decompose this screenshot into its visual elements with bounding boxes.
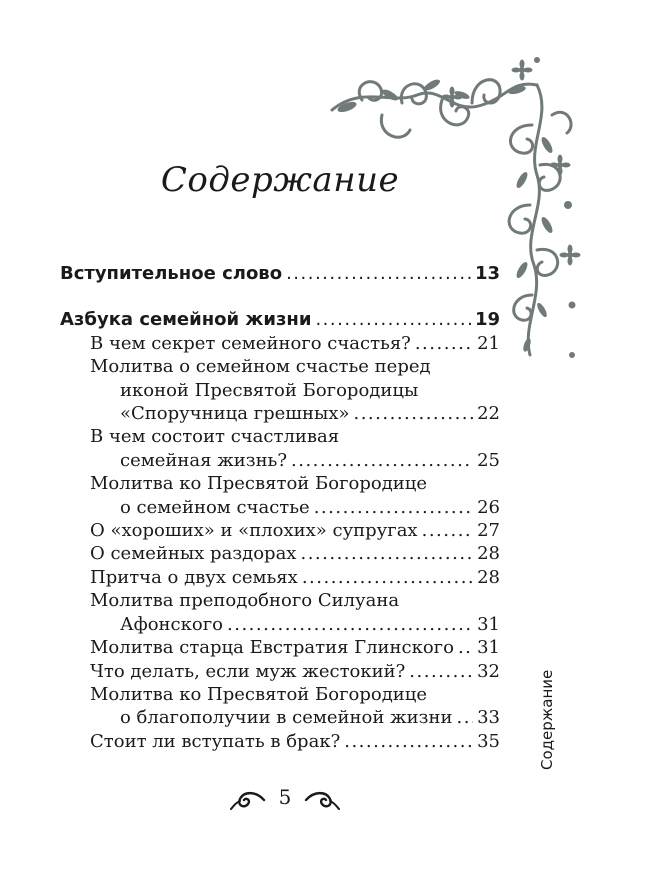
dot-leader (300, 542, 473, 565)
toc-entry-title: Афонского (120, 613, 223, 635)
toc-entry-title: В чем состоит счастливая (90, 426, 340, 448)
toc-page-number: 22 (477, 403, 500, 425)
dot-leader (458, 636, 473, 659)
toc-page-number: 21 (477, 332, 500, 354)
toc-entry (60, 355, 500, 425)
toc-entry-title: Молитва ко Пресвятой Богородице (90, 473, 428, 495)
toc-page-number: 19 (474, 309, 500, 331)
toc-entry (60, 425, 500, 472)
toc-entry-line (60, 613, 500, 636)
toc-entry (60, 542, 500, 565)
toc-entry-line (60, 660, 500, 683)
toc-entry (60, 636, 500, 659)
toc-page-number: 26 (477, 496, 500, 518)
toc-entry (60, 683, 500, 730)
toc-entry (60, 730, 500, 753)
toc-entry-line (60, 589, 500, 612)
page-number: 5 (278, 785, 292, 809)
toc-entry-line (60, 332, 500, 355)
dot-leader (353, 402, 473, 425)
toc-entry-line (60, 379, 500, 402)
dot-leader (286, 262, 471, 285)
dot-leader (415, 332, 473, 355)
scroll-flourish-left-icon (230, 787, 266, 813)
toc-entry-line (60, 730, 500, 753)
toc-entry (60, 566, 500, 589)
toc-entry-line (60, 355, 500, 378)
dot-leader (422, 519, 474, 542)
dot-leader (315, 308, 470, 331)
toc-entry-line (60, 542, 500, 565)
toc-entry-title: Молитва старца Евстратия Глинского (90, 637, 454, 659)
toc-entry-title: Притча о двух семьях (90, 566, 298, 588)
toc-entry-line (60, 683, 500, 706)
toc-entry-title: иконой Пресвятой Богородицы (120, 379, 419, 401)
dot-leader (409, 660, 473, 683)
toc-entry-title: Молитва ко Пресвятой Богородице (90, 683, 428, 705)
toc-page-number: 28 (477, 543, 500, 565)
toc-entry (60, 589, 500, 636)
toc-entry-title: Азбука семейной жизни (60, 309, 312, 331)
toc-page-number: 25 (477, 449, 500, 471)
toc-entry-line (60, 472, 500, 495)
toc-entry (60, 519, 500, 542)
toc-entry-title: О семейных раздорах (90, 543, 297, 565)
toc-entry-line (60, 496, 500, 519)
toc-page-number: 31 (477, 613, 500, 635)
toc-entry-line (60, 402, 500, 425)
toc-entry-line (60, 636, 500, 659)
toc-entry-line (60, 449, 500, 472)
toc-page-number: 28 (477, 566, 500, 588)
toc-entry-title: В чем секрет семейного счастья? (90, 332, 411, 354)
toc-page-number: 35 (477, 730, 500, 752)
toc-entry (60, 660, 500, 683)
toc-page-number: 31 (477, 637, 500, 659)
toc-entry-line (60, 262, 500, 285)
toc-entry-title: «Споручница грешных» (120, 403, 350, 425)
dot-leader (302, 566, 473, 589)
dot-leader (291, 449, 473, 472)
toc-entry-line (60, 566, 500, 589)
toc-page-number: 27 (477, 520, 500, 542)
toc-entry (60, 472, 500, 519)
table-of-contents (60, 262, 500, 753)
toc-entry-title: Молитва преподобного Силуана (90, 590, 400, 612)
toc-entry-title: О «хороших» и «плохих» супругах (90, 520, 418, 542)
toc-page-number: 32 (477, 660, 500, 682)
toc-entry-line (60, 706, 500, 729)
page-title: Содержание (160, 160, 400, 200)
toc-entry (60, 262, 500, 285)
toc-entry-title: о благополучии в семейной жизни (120, 707, 453, 729)
toc-entry-line (60, 425, 500, 448)
dot-leader (314, 496, 473, 519)
scroll-flourish-right-icon (304, 787, 340, 813)
toc-entry (60, 332, 500, 355)
toc-entry-title: Молитва о семейном счастье перед (90, 356, 431, 378)
toc-page-number: 13 (474, 263, 500, 284)
toc-entry-title: семейная жизнь? (120, 449, 288, 471)
toc-entry-title: Стоит ли вступать в брак? (90, 730, 341, 752)
toc-entry-title: о семейном счастье (120, 496, 310, 518)
toc-entry (60, 308, 500, 331)
dot-leader (227, 613, 473, 636)
toc-page-number: 33 (477, 707, 500, 729)
running-header-vertical: Содержание (538, 669, 556, 770)
dot-leader (456, 706, 473, 729)
toc-entry-line (60, 519, 500, 542)
toc-entry-title: Что делать, если муж жестокий? (90, 660, 406, 682)
toc-entry-line (60, 308, 500, 331)
dot-leader (344, 730, 473, 753)
toc-entry-title: Вступительное слово (60, 263, 283, 284)
page-number-block (230, 783, 340, 813)
